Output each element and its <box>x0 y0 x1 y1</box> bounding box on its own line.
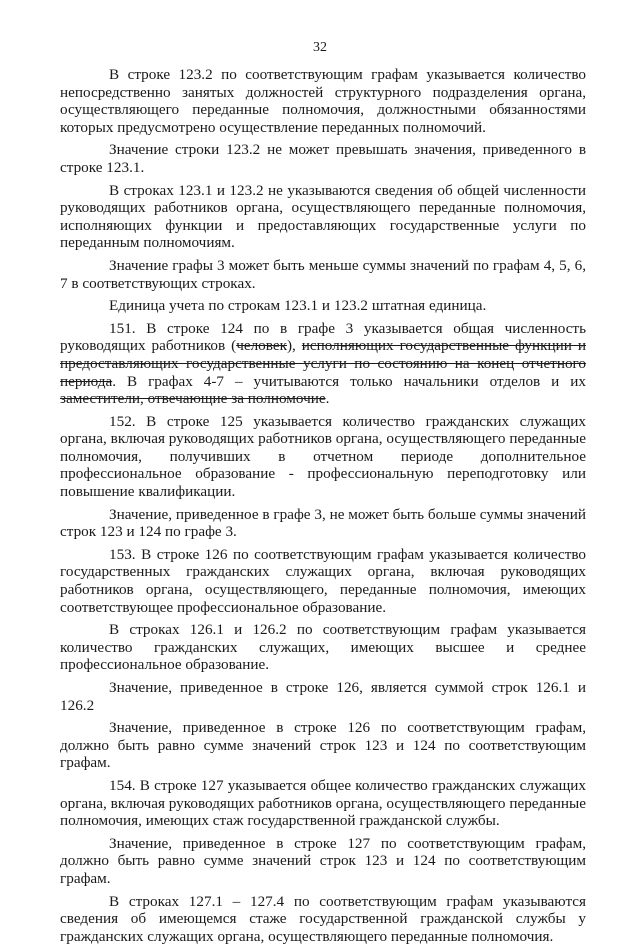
paragraph-text: . В графах 4-7 – учитываются только начальники отделов и их <box>112 372 586 390</box>
paragraph: Значение, приведенное в строке 127 по соответствующим графам, должно быть равно сумме значений строк 123 и 124 по соответствующим графам. <box>60 834 586 887</box>
paragraph-text: ), <box>286 337 302 355</box>
paragraph: Значение, приведенное в строке 126, является суммой строк 126.1 и 126.2 <box>60 679 586 714</box>
struck-text: заместители, отвечающие за полномочие <box>60 390 326 408</box>
paragraph-text: . <box>325 390 330 408</box>
paragraph: В строке 123.2 по соответствующим графам указывается количество непосредственно занятых должностей структурного подразделения органа, осуществляющего переданные полномочия, должностными обязанностями которых предусмотрено осуществление переданных полномочий. <box>60 66 586 136</box>
paragraph: Значение графы 3 может быть меньше суммы значений по графам 4, 5, 6, 7 в соответствующих строках. <box>60 256 586 292</box>
paragraph: В строках 127.1 – 127.4 по соответствующим графам указываются сведения об имеющемся стаже государственной гражданской службы у гражданских служащих органа, осуществляющего переданные полномочия. <box>60 892 586 945</box>
paragraph: В строках 123.1 и 123.2 не указываются сведения об общей численности руководящих работников органа, осуществляющего переданные полномочия, исполняющих функции и предоставляющих государственные услуги по переданным полномочиям. <box>60 181 586 252</box>
paragraph: 153. В строке 126 по соответствующим графам указывается количество государственных гражданских служащих органа, включая руководящих работников органа, осуществляющего, переданные полномочия, имеющих соответствующее профессиональное образование. <box>60 545 586 616</box>
paragraph: Единица учета по строкам 123.1 и 123.2 штатная единица. <box>109 297 487 315</box>
page-number: 32 <box>313 40 327 55</box>
document-body <box>60 66 586 950</box>
paragraph: 154. В строке 127 указывается общее количество гражданских служащих органа, включая руководящих работников органа, осуществляющего переданные полномочия, имеющих стаж государственной гражданской службы. <box>60 776 586 830</box>
paragraph-text: 151. В строке 124 по в графе 3 указывается общая численность руководящих работников ( <box>60 319 586 355</box>
paragraph: 152. В строке 125 указывается количество гражданских служащих органа, включая руководящих работников органа, осуществляющего переданные полномочия, получивших в отчетном периоде дополнительное профессиональное образование - профессиональную переподготовку или повышение квалификации. <box>60 412 586 501</box>
struck-text: исполняющих государственные функции и предоставляющих государственные услуги по состоянию на конец отчетного периода <box>60 337 586 390</box>
paragraph: Значение, приведенное в графе 3, не может быть больше суммы значений строк 123 и 124 по графе 3. <box>60 505 586 541</box>
paragraph: В строках 126.1 и 126.2 по соответствующим графам указывается количество гражданских служащих, имеющих высшее и среднее профессиональное образование. <box>60 621 586 674</box>
struck-text: человек <box>236 337 287 355</box>
paragraph: Значение строки 123.2 не может превышать значения, приведенного в строке 123.1. <box>60 141 586 176</box>
paragraph-with-strikethrough <box>60 320 586 408</box>
paragraph: Значение, приведенное в строке 126 по соответствующим графам, должно быть равно сумме значений строк 123 и 124 по соответствующим графам. <box>60 719 586 772</box>
